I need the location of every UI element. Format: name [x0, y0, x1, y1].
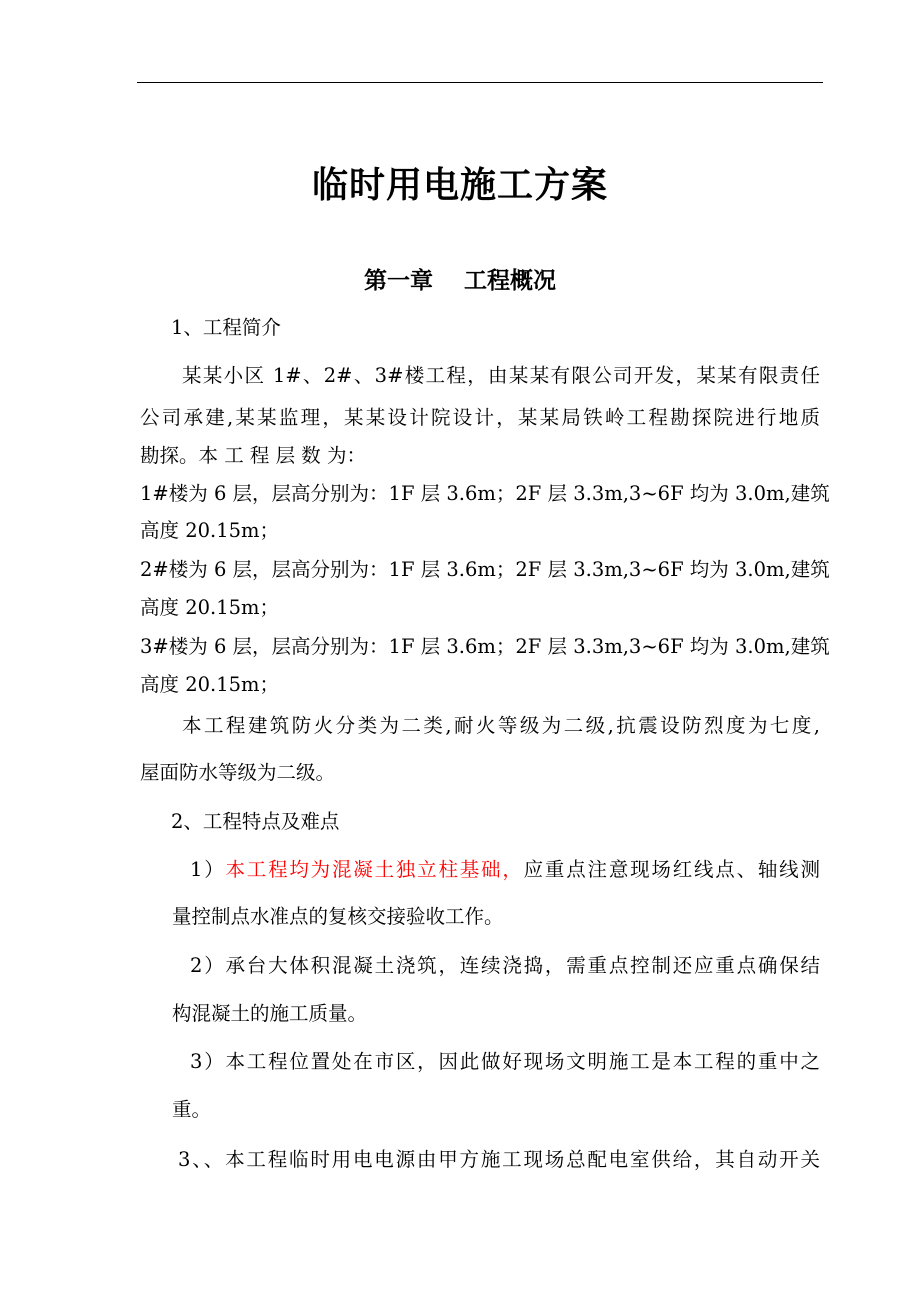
feature-item-3: 3）本工程位置处在市区，因此做好现场文明施工是本工程的重中之: [190, 1050, 820, 1073]
item-number: 1）: [190, 858, 226, 881]
section-heading-overview: 1、工程简介: [171, 316, 281, 339]
feature-item-3-cont: 重。: [172, 1098, 212, 1121]
document-title: 临时用电施工方案: [311, 165, 608, 206]
power-supply-line: 3、、本工程临时用电电源由甲方施工现场总配电室供给，其自动开关: [178, 1148, 820, 1171]
building-3-line: 3#楼为 6 层，层高分别为：1F 层 3.6m；2F 层 3.3m,3~6F 均为 3.0m,建筑: [140, 635, 830, 658]
building-3-height: 高度 20.15m；: [140, 673, 280, 696]
feature-item-1: [190, 855, 820, 885]
highlighted-text: 本工程均为混凝土独立柱基础，: [225, 858, 524, 881]
chapter-heading: 第一章 工程概况: [363, 268, 556, 294]
item-text: 应重点注意现场红线点、轴线测: [523, 858, 820, 881]
building-2-line: 2#楼为 6 层，层高分别为：1F 层 3.6m；2F 层 3.3m,3~6F 均为 3.0m,建筑: [140, 558, 830, 581]
paragraph-line: 某某小区 1#、2#、3#楼工程，由某某有限公司开发，某某有限责任: [182, 364, 820, 387]
feature-item-1-cont: 量控制点水准点的复核交接验收工作。: [172, 905, 504, 928]
paragraph-line: 勘探。本 工 程 层 数 为：: [140, 444, 366, 467]
section-heading-features: 2、工程特点及难点: [171, 810, 340, 833]
header-rule: [137, 82, 823, 83]
building-2-height: 高度 20.15m；: [140, 596, 280, 619]
building-1-line: 1#楼为 6 层，层高分别为：1F 层 3.6m；2F 层 3.3m,3~6F 均为 3.0m,建筑: [140, 482, 830, 505]
fire-rating-line: 屋面防水等级为二级。: [140, 761, 336, 784]
paragraph-line: 公司承建,某某监理，某某设计院设计，某某局铁岭工程勘探院进行地质: [140, 406, 820, 429]
fire-rating-line: 本工程建筑防火分类为二类,耐火等级为二级,抗震设防烈度为七度,: [182, 714, 820, 737]
feature-item-2: 2）承台大体积混凝土浇筑，连续浇捣，需重点控制还应重点确保结: [190, 954, 820, 977]
feature-item-2-cont: 构混凝土的施工质量。: [172, 1002, 368, 1025]
building-1-height: 高度 20.15m；: [140, 519, 280, 542]
